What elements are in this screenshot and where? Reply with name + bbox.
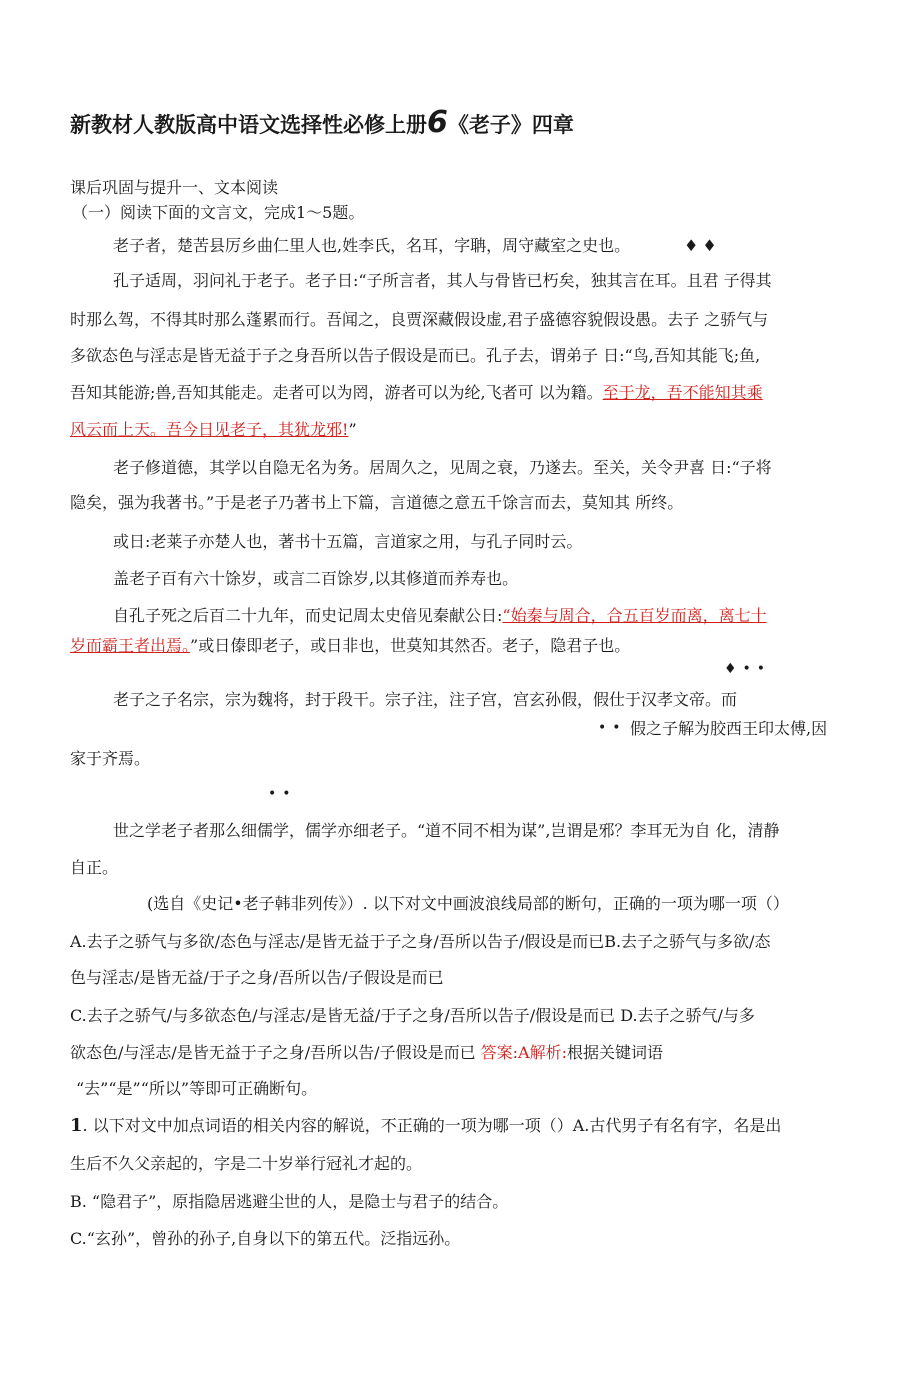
paragraph-7-line-1: 老子之子名宗，宗为魏将，封于段干。宗子注，注子宫，宫玄孙假，假仕于汉孝文帝。而 [113, 690, 738, 709]
title-suffix: 《老子》四章 [447, 113, 574, 137]
page-title [70, 105, 574, 140]
highlighted-quote-3: “始秦与周合，合五百岁而离，离七十 [502, 606, 767, 625]
emphasis-mark-1: ♦♦ [684, 236, 721, 255]
explanation-text: “去”“是”“所以”等即可正确断句。 [76, 1079, 318, 1098]
paragraph-2-line-1: 孔子适周，羽问礼于老子。老子日:“子所言者，其人与骨皆已朽矣，独其言在耳。且君 子得其 [113, 271, 772, 290]
paragraph-7-line-2: 假之子解为胶西王印太傅,因 [630, 719, 828, 738]
highlighted-quote-4: 岁而霸王者出焉。 [70, 636, 191, 655]
question-1-number: 1 [70, 1115, 83, 1136]
paragraph-2-line-4 [70, 383, 763, 403]
paragraph-2-line-5-end: ” [348, 420, 357, 439]
option-c-line-2 [70, 1043, 663, 1063]
highlighted-quote-2: 风云而上天。吾今日见老子，其犹龙邪! [70, 420, 349, 439]
paragraph-2-line-4-text: 吾知其能游;兽,吾知其能走。走者可以为罔，游者可以为纶,飞者可 以为籍。 [70, 383, 603, 402]
question-1-option-b: B. “隐君子”，原指隐居逃避尘世的人，是隐士与君子的结合。 [70, 1192, 509, 1211]
question-1-line-1 [70, 1116, 781, 1136]
question-1-option-c: C.“玄孙”，曾孙的孙子,自身以下的第五代。泛指远孙。 [70, 1229, 461, 1248]
paragraph-6-line-2 [70, 636, 630, 656]
option-a-line-2: 色与淫志/是皆无益/于子之身/吾所以告/子假设是而已 [70, 968, 444, 987]
answer-explanation: 根据关键词语 [567, 1043, 664, 1062]
paragraph-3-line-1: 老子修道德，其学以自隐无名为务。居周久之，见周之衰，乃遂去。至关，关令尹喜 日:“子将 [113, 458, 772, 477]
paragraph-8-line-1: 世之学老子者那么细儒学，儒学亦细老子。“道不同不相为谋”,岂谓是邪？李耳无为自 化，清静 [113, 821, 780, 840]
paragraph-4: 或日:老莱子亦楚人也，著书十五篇，言道家之用，与孔子同时云。 [113, 532, 583, 551]
paragraph-2-line-5 [70, 420, 357, 440]
title-prefix: 新教材人教版高中语文选择性必修上册 [70, 113, 427, 137]
answer-label: 答案:A解析: [480, 1043, 567, 1062]
paragraph-8-line-2: 自正。 [70, 858, 119, 877]
paragraph-7-line-3: 家于齐焉。 [70, 749, 151, 768]
question-1-line-2: 生后不久父亲起的，字是二十岁举行冠礼才起的。 [70, 1154, 423, 1173]
option-a-line-1: A.去子之骄气与多欲/态色与淫志/是皆无益于子之身/吾所以告子/假设是而已B.去子之骄气与多欲/态 [70, 932, 771, 951]
option-c-line-2-text: 欲态色/与淫志/是皆无益于子之身/吾所以告/子假设是而已 [70, 1043, 481, 1062]
paragraph-6-line-1 [113, 606, 767, 626]
paragraph-6-line-2-text: ”或日傣即老子，或日非也，世莫知其然否。老子，隐君子也。 [190, 636, 631, 655]
question-1-text: . 以下对文中加点词语的相关内容的解说，不正确的一项为哪一项（）A.古代男子有名有字，名是出 [82, 1116, 782, 1135]
highlighted-quote-1: 至于龙，吾不能知其乘 [602, 383, 763, 402]
section-heading: 课后巩固与提升一、文本阅读 [70, 178, 279, 197]
paragraph-2-line-2: 时那么驾，不得其时那么蓬累而行。吾闻之，良贾深藏假设虚,君子盛德容貌假设愚。去子 之骄气与 [70, 310, 769, 329]
instruction-text: （一）阅读下面的文言文，完成1～5题。 [72, 203, 365, 222]
emphasis-mark-3: •• [598, 720, 627, 736]
option-c-line-1: C.去子之骄气/与多欲态色/与淫志/是皆无益/于子之身/吾所以告子/假设是而已 D.去子之骄气/与多 [70, 1006, 755, 1025]
paragraph-1: 老子者，楚苦县厉乡曲仁里人也,姓李氏，名耳，字聃，周守藏室之史也。 [113, 236, 631, 255]
paragraph-6-line-1-text: 自孔子死之后百二十九年，而史记周太史偣见秦献公日: [113, 606, 503, 625]
emphasis-mark-4: •• [268, 786, 297, 802]
paragraph-5: 盖老子百有六十馀岁，或言二百馀岁,以其修道而养寿也。 [113, 569, 519, 588]
question-intro: (选自《史记•老子韩非列传》）. 以下对文中画波浪线局部的断句，正确的一项为哪一项（） [147, 894, 789, 913]
emphasis-mark-2: ♦•• [724, 661, 772, 677]
paragraph-2-line-3: 多欲态色与淫志是皆无益于子之身吾所以告子假设是而已。孔子去，谓弟子 日:“鸟,吾知其能飞;鱼, [70, 346, 761, 365]
paragraph-3-line-2: 隐矣，强为我著书。”于是老子乃著书上下篇，言道德之意五千馀言而去，莫知其 所终。 [70, 493, 684, 512]
title-number: 6 [427, 105, 448, 140]
